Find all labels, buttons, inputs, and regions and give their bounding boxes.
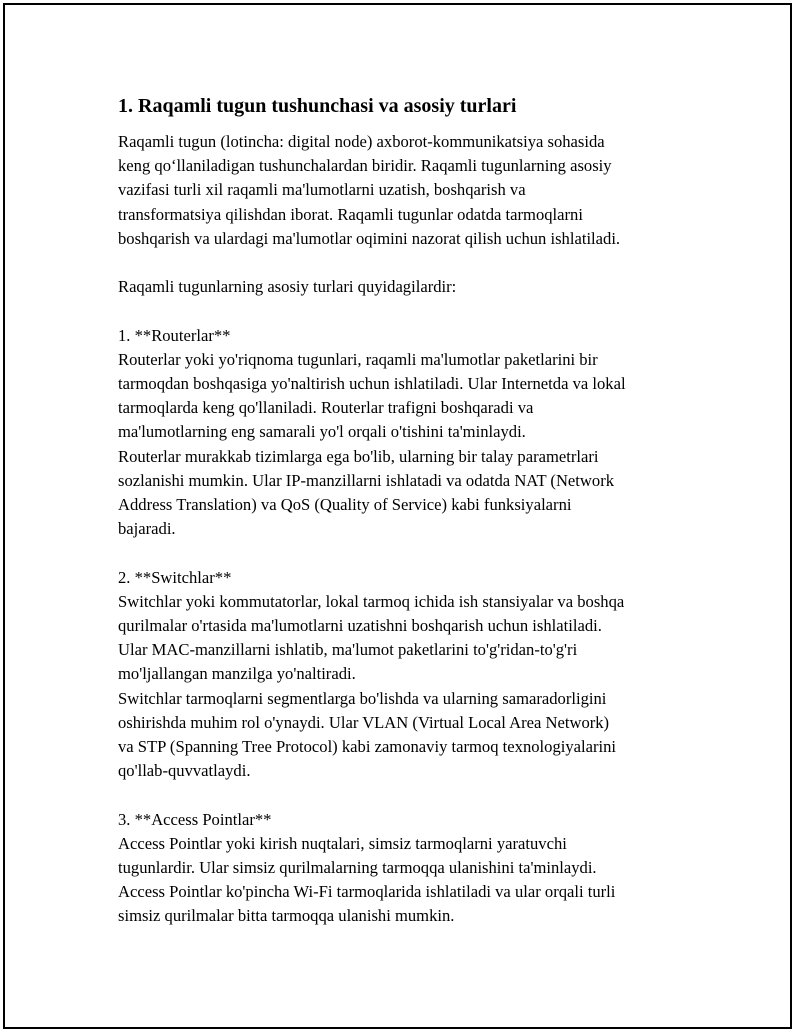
section-title: 1. **Routerlar** [118,325,231,345]
section-line: Access Pointlar ko'pincha Wi-Fi tarmoqlarida ishlatiladi va ular orqali turli [118,882,616,902]
section-line: qo'llab-quvvatlaydi. [118,761,251,781]
paragraph-gap [118,783,718,807]
intro-line: vazifasi turli xil raqamli ma'lumotlarni uzatish, boshqarish va [118,180,526,200]
section-title: 2. **Switchlar** [118,567,232,587]
paragraph-gap [118,299,718,323]
paragraph-gap [118,541,718,565]
intro-line: boshqarish va ulardagi ma'lumotlar oqimini nazorat qilish uchun ishlatiladi. [118,228,621,248]
section-line: Routerlar yoki yo'riqnoma tugunlari, raqamli ma'lumotlar paketlarini bir [118,349,598,369]
section-access-pointlar [118,808,718,929]
section-line: Ular MAC-manzillarni ishlatib, ma'lumot paketlarini to'g'ridan-to'g'ri [118,640,578,660]
section-line: tugunlardir. Ular simsiz qurilmalarning tarmoqqa ulanishini ta'minlaydi. [118,858,597,878]
section-line: va STP (Spanning Tree Protocol) kabi zamonaviy tarmoq texnologiyalarini [118,737,617,757]
intro-paragraph [118,130,718,251]
section-line: sozlanishi mumkin. Ular IP-manzillarni ishlatadi va odatda NAT (Network [118,470,615,490]
intro-line: keng qo‘llaniladigan tushunchalardan biridir. Raqamli tugunlarning asosiy [118,156,612,176]
types-intro [118,275,718,299]
section-switchlar [118,566,718,784]
section-line: mo'ljallangan manzilga yo'naltiradi. [118,664,356,684]
paragraph-gap [118,251,718,275]
section-routerlar [118,324,718,542]
section-line: Access Pointlar yoki kirish nuqtalari, simsiz tarmoqlarni yaratuvchi [118,833,567,853]
section-line: tarmoqdan boshqasiga yo'naltirish uchun ishlatiladi. Ular Internetda va lokal [118,374,626,393]
section-line: oshirishda muhim rol o'ynaydi. Ular VLAN (Virtual Local Area Network) [118,712,610,732]
section-line: ma'lumotlarning eng samarali yo'l orqali o'tishini ta'minlaydi. [118,422,526,442]
section-heading: 1. Raqamli tugun tushunchasi va asosiy turlari [118,95,517,117]
intro-line: transformatsiya qilishdan iborat. Raqamli tugunlar odatda tarmoqlarni [118,204,583,224]
section-line: Routerlar murakkab tizimlarga ega bo'lib, ularning bir talay parametrlari [118,446,599,466]
section-line: Address Translation) va QoS (Quality of Service) kabi funksiyalarni [118,495,572,515]
section-line: Switchlar yoki kommutatorlar, lokal tarmoq ichida ish stansiyalar va boshqa [118,591,625,611]
section-line: Switchlar tarmoqlarni segmentlarga bo'lishda va ularning samaradorligini [118,688,607,708]
section-line: tarmoqlarda keng qo'llaniladi. Routerlar trafigni boshqaradi va [118,398,534,418]
types-intro-line: Raqamli tugunlarning asosiy turlari quyidagilardir: [118,277,457,297]
section-line: bajaradi. [118,519,176,539]
section-title: 3. **Access Pointlar** [118,809,272,829]
section-line: qurilmalar o'rtasida ma'lumotlarni uzatishni boshqarish uchun ishlatiladi. [118,616,602,636]
document-body [118,92,718,929]
intro-line: Raqamli tugun (lotincha: digital node) axborot-kommunikatsiya sohasida [118,132,605,151]
section-line: simsiz qurilmalar bitta tarmoqqa ulanishi mumkin. [118,906,455,926]
